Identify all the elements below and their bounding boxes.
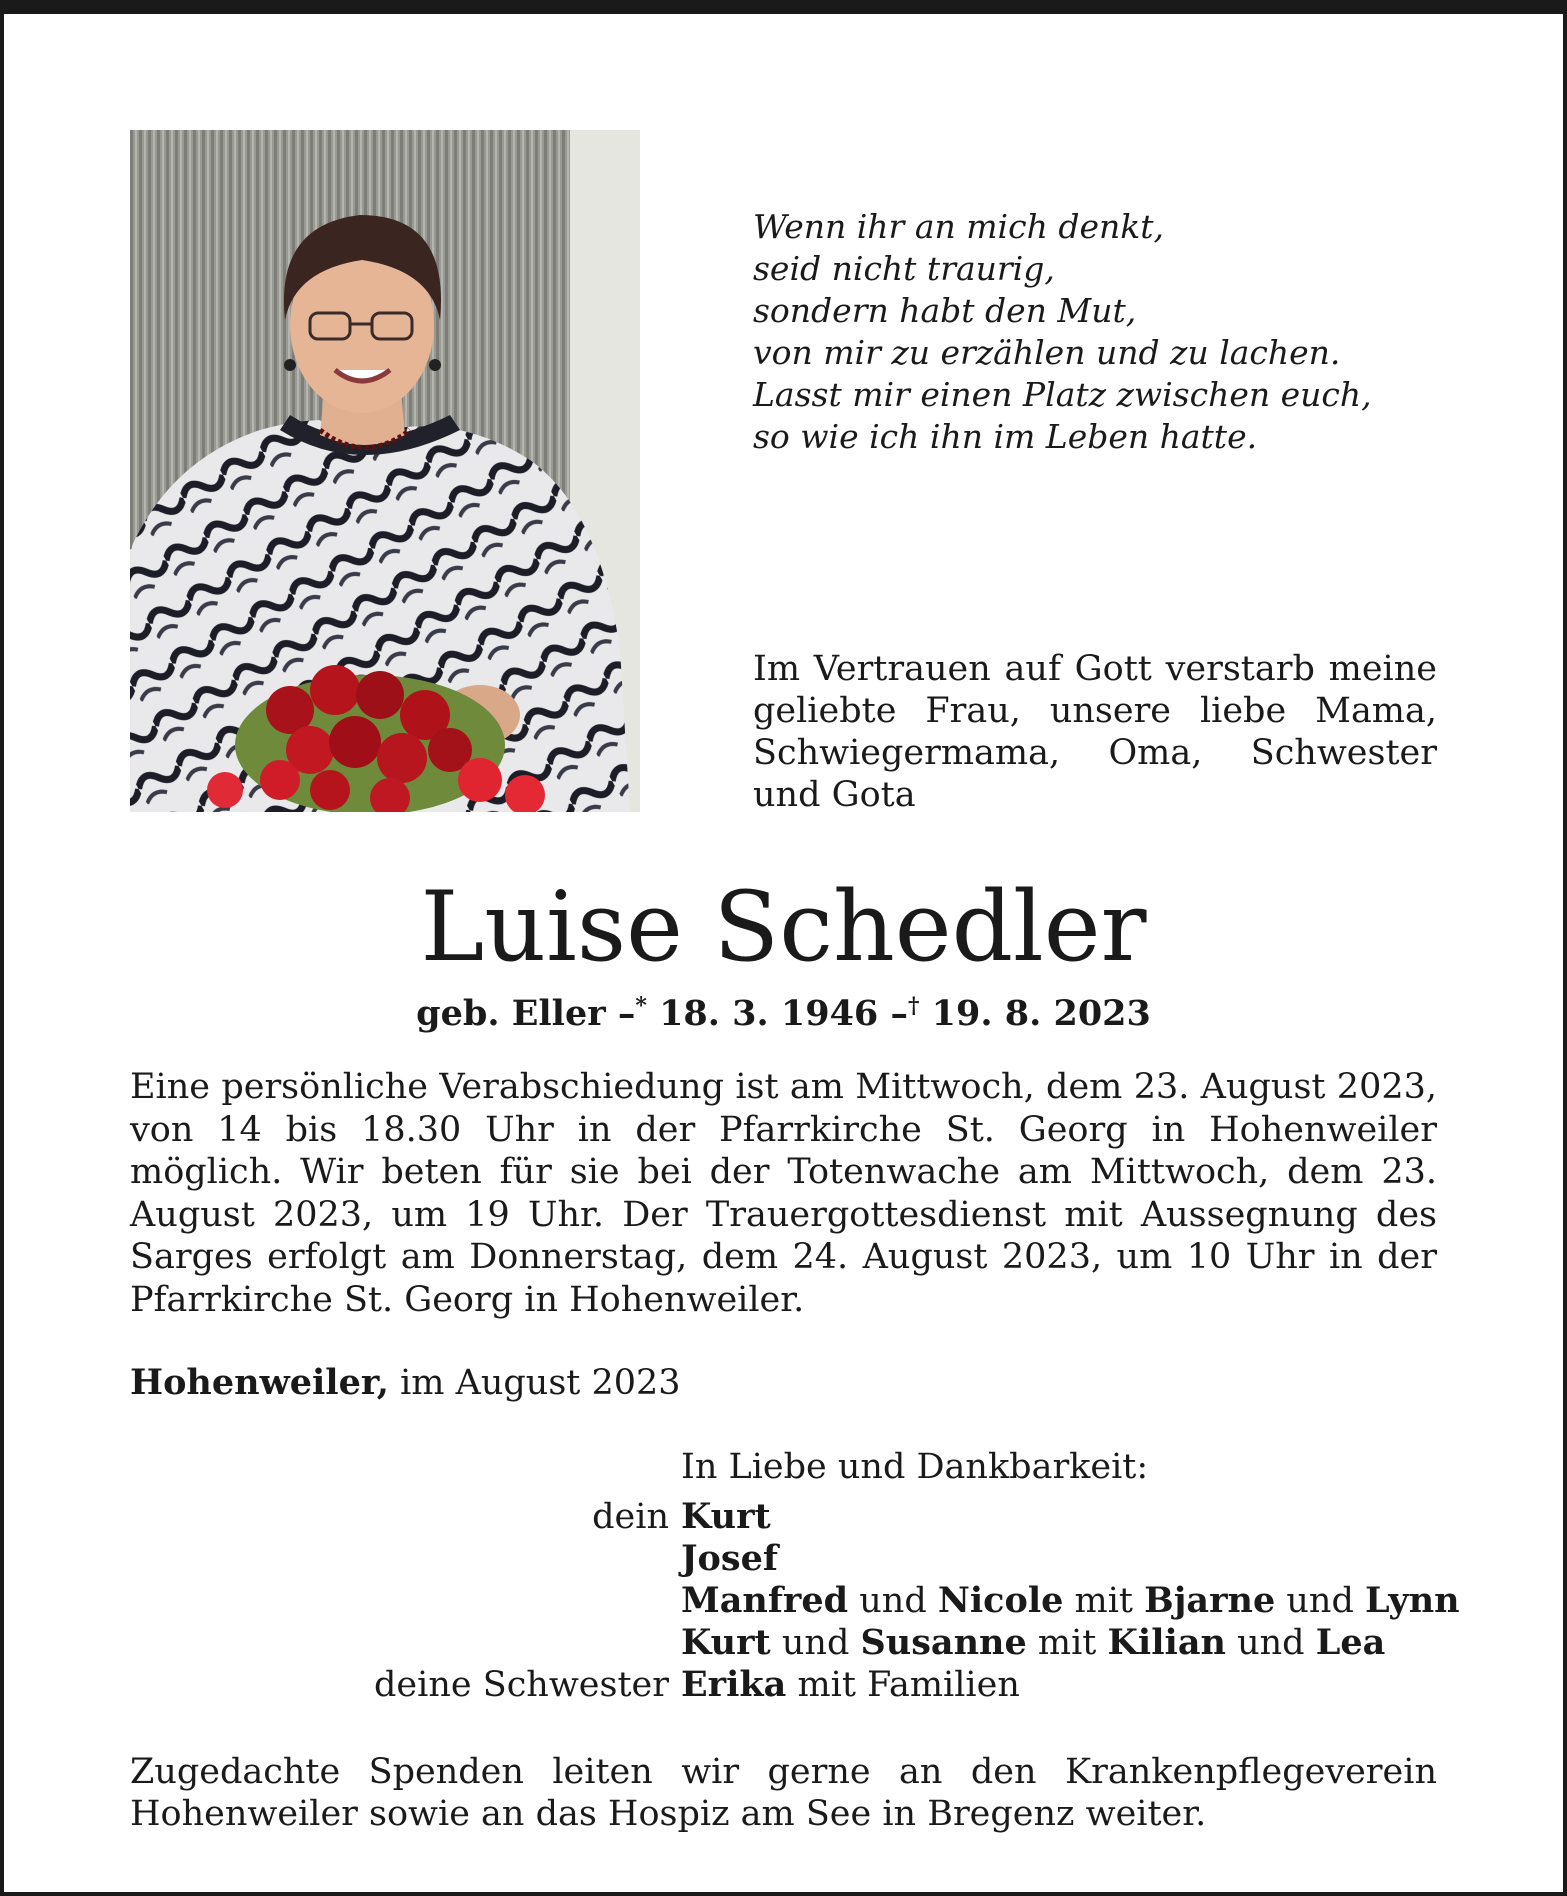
poem-line: Lasst mir einen Platz zwischen euch, (753, 375, 1372, 414)
mourner-name: Susanne (860, 1622, 1027, 1663)
mourner-name: Bjarne (1144, 1580, 1276, 1621)
place-town: Hohenweiler, (130, 1362, 389, 1403)
mourner-name: Kurt (681, 1496, 771, 1537)
mourner-relation: dein (592, 1497, 669, 1537)
mourner-name: Erika (681, 1664, 787, 1705)
intro-text: Im Vertrauen auf Gott verstarb meine geliebte Frau, unsere liebe Mama, Schwiegermama, Oma, Schwester und Gota (753, 649, 1437, 815)
mourner-row (130, 1580, 1530, 1622)
poem-line: sondern habt den Mut, (753, 291, 1137, 330)
donation-note: Zugedachte Spenden leiten wir gerne an den Krankenpflegeverein Hohenweiler sowie an das Hospiz am See in Bregenz weiter. (130, 1752, 1437, 1834)
poem-line: Wenn ihr an mich denkt, (753, 207, 1164, 246)
portrait-photo (130, 130, 640, 812)
mourner-name: Nicole (937, 1580, 1064, 1621)
poem-line: seid nicht traurig, (753, 249, 1055, 288)
death-symbol: † (907, 993, 920, 1019)
deceased-name: Luise Schedler (420, 871, 1147, 983)
connector: mit (1037, 1623, 1097, 1663)
mourner-name: Lynn (1365, 1580, 1460, 1621)
mourner-name: Kilian (1107, 1622, 1226, 1663)
death-date: 19. 8. 2023 (931, 993, 1151, 1034)
mourner-row (130, 1538, 1530, 1580)
birth-date: 18. 3. 1946 (659, 993, 879, 1034)
place-date (130, 1362, 681, 1404)
poem (753, 206, 1372, 458)
poem-line: so wie ich ihn im Leben hatte. (753, 417, 1258, 456)
service-details: Eine persönliche Verabschiedung ist am Mittwoch, dem 23. August 2023, von 14 bis 18.30 Uhr in der Pfarrkirche St. Georg in Hohenweiler möglich. Wir beten für sie bei der Totenwache am Mittwoch, dem 23. August 2023, um 19 Uhr. Der Trauergottesdienst mit Aussegnung des Sarges erfolgt am Donnerstag, dem 24. August 2023, um 10 Uhr in der Pfarrkirche St. Georg in Hohenweiler. (130, 1067, 1437, 1320)
closing-line: In Liebe und Dankbarkeit: (681, 1447, 1149, 1487)
connector: und (1237, 1623, 1305, 1663)
connector: und (1286, 1581, 1354, 1621)
mourners-list (130, 1496, 1530, 1706)
mourner-row (130, 1664, 1530, 1706)
mourner-name: Lea (1315, 1622, 1386, 1663)
birth-name: geb. Eller (416, 993, 606, 1034)
poem-line: von mir zu erzählen und zu lachen. (753, 333, 1341, 372)
birth-symbol: * (635, 993, 647, 1019)
mourner-row (130, 1496, 1530, 1538)
connector: und (859, 1581, 927, 1621)
mourner-row (130, 1622, 1530, 1664)
life-dates: geb. Eller –* 18. 3. 1946 –† 19. 8. 2023 (416, 993, 1151, 1034)
mourner-name: Kurt (681, 1622, 771, 1663)
mourner-relation: deine Schwester (374, 1665, 669, 1705)
portrait-illustration (130, 130, 640, 812)
connector: und (781, 1623, 850, 1663)
mourner-name: Josef (681, 1538, 778, 1579)
connector: mit Familien (797, 1665, 1020, 1705)
connector: mit (1074, 1581, 1133, 1621)
mourner-name: Manfred (681, 1580, 849, 1621)
place-month: im August 2023 (400, 1363, 681, 1403)
